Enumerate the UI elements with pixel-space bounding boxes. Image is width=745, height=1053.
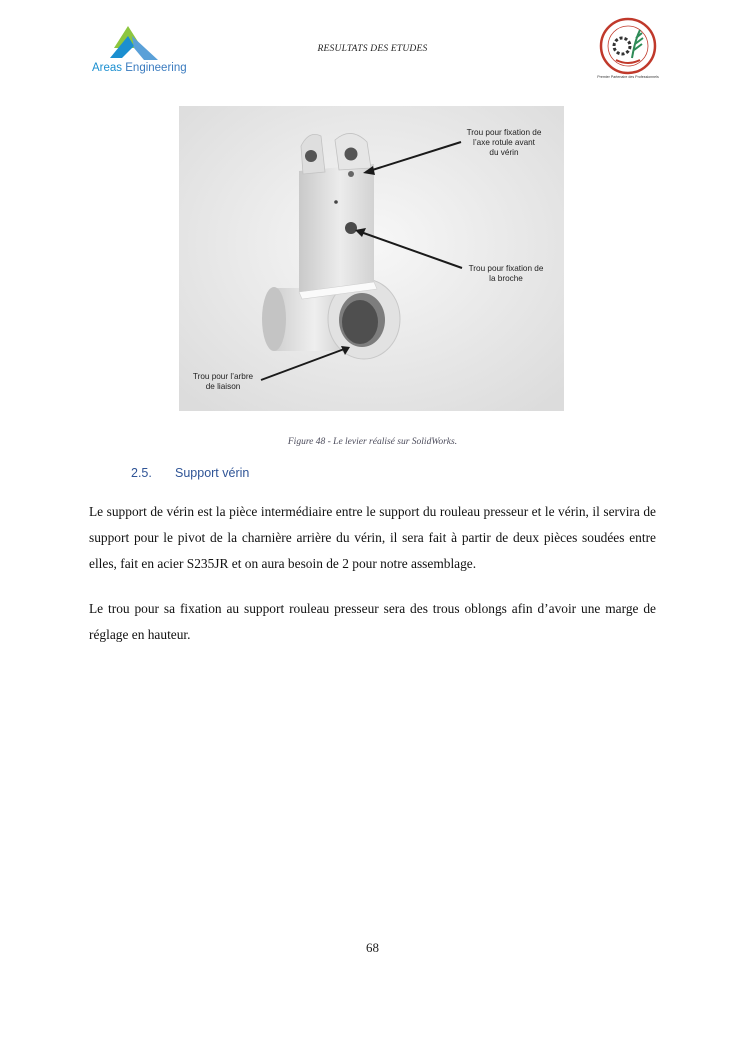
figure-caption: Figure 48 - Le levier réalisé sur SolidWorks. [287,437,458,447]
areas-logo-mark-icon [88,22,208,64]
section-number: 2.5. [131,466,152,480]
running-header: RESULTATS DES ETUDES [317,44,428,54]
callout-line: l’axe rotule avant [473,138,535,147]
section-title: Support vérin [175,466,250,480]
callout-line: de liaison [205,382,241,391]
callout-line: la broche [489,274,523,283]
callout-pin-hole [461,264,551,284]
page-number: 68 [366,940,379,955]
lever-render-figure [179,106,564,411]
seal-icon [596,16,660,82]
callout-line: du vérin [489,148,519,157]
seal-caption: Premier Partenaire des Professionnels [597,75,659,79]
callout-line: Trou pour fixation de [466,128,542,137]
section-heading [131,466,249,480]
callout-clevis-hole [459,128,549,158]
body-paragraph: Le support de vérin est la pièce intermédiaire entre le support du rouleau presseur et le vérin, il servira de support pour le pivot de la charnière arrière du vérin, il sera fait à partir de deux pièces soudées entre elles, fait en acier S235JR et on aura besoin de 2 pour notre assemblage. [89,504,656,571]
callout-line: Trou pour l’arbre [192,372,254,381]
body-paragraph: Le trou pour sa fixation au support rouleau presseur sera des trous oblongs afin d’avoir une marge de réglage en hauteur. [89,601,656,642]
callout-line: Trou pour fixation de [468,264,544,273]
institution-seal-logo [596,16,660,82]
areas-logo-text: Areas Engineering [92,62,187,74]
callout-shaft-hole [183,372,263,392]
